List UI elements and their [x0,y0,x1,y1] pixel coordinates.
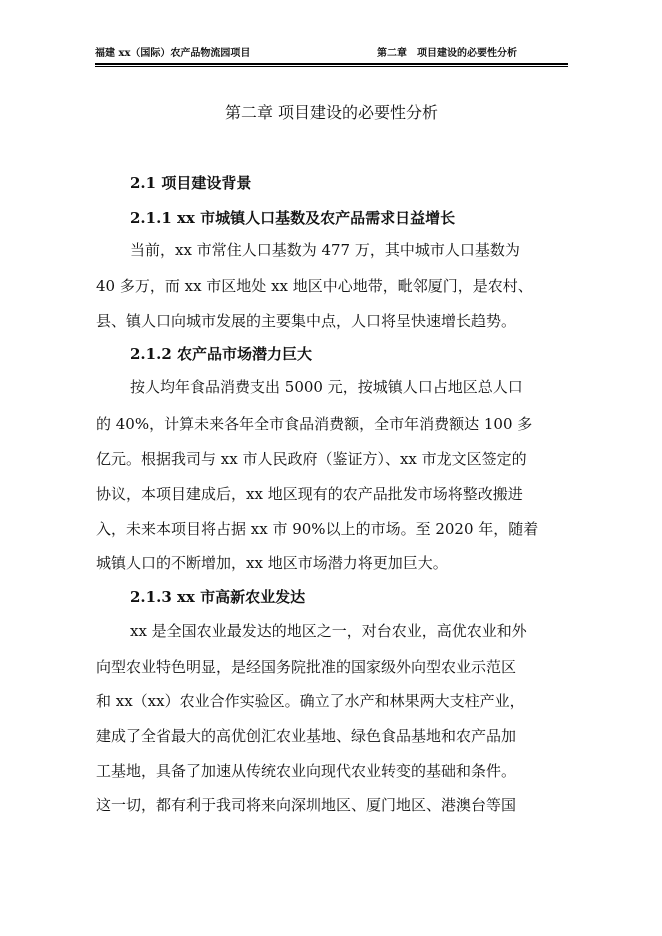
chapter-title: 第二章 项目建设的必要性分析 [224,103,439,122]
header-project-name: 福建 xx（国际）农产品物流园项目 [95,48,251,59]
section-heading-2-1-3: 2.1.3 xx 市高新农业发达 [130,588,306,606]
paragraph-line: 40 多万，而 xx 市区地处 xx 地区中心地带，毗邻厦门，是农村、 [96,277,533,295]
section-heading-2-1-1: 2.1.1 xx 市城镇人口基数及农产品需求日益增长 [130,209,456,227]
paragraph-line: 入，未来本项目将占据 xx 市 90%以上的市场。至 2020 年，随着 [96,520,539,538]
header-rule-thick [95,63,568,65]
paragraph-line: 和 xx（xx）农业合作实验区。确立了水产和林果两大支柱产业， [96,692,525,710]
paragraph-line: 协议，本项目建成后，xx 地区现有的农产品批发市场将整改搬进 [96,485,523,503]
header-rule-thin [95,66,568,67]
section-heading-2-1: 2.1 项目建设背景 [130,174,252,192]
header-chapter-name: 第二章 项目建设的必要性分析 [377,48,517,59]
paragraph-line: 的 40%，计算未来各年全市食品消费额，全市年消费额达 100 多 [96,415,533,433]
paragraph-line: 建成了全省最大的高优创汇农业基地、绿色食品基地和农产品加 [96,727,517,745]
paragraph-line: 当前，xx 市常住人口基数为 477 万，其中城市人口基数为 [130,241,520,259]
paragraph-line: 向型农业特色明显，是经国务院批准的国家级外向型农业示范区 [96,658,517,676]
running-header [95,46,568,62]
paragraph-line: 工基地，具备了加速从传统农业向现代农业转变的基础和条件。 [96,762,517,780]
paragraph-line: 按人均年食品消费支出 5000 元，按城镇人口占地区总人口 [130,378,523,396]
paragraph-line: 亿元。根据我司与 xx 市人民政府（鉴证方）、xx 市龙文区签定的 [96,450,527,468]
paragraph-line: 城镇人口的不断增加，xx 地区市场潜力将更加巨大。 [96,554,448,572]
section-heading-2-1-2: 2.1.2 农产品市场潜力巨大 [130,345,312,363]
paragraph-line: 县、镇人口向城市发展的主要集中点，人口将呈快速增长趋势。 [96,312,517,330]
paragraph-line: xx 是全国农业最发达的地区之一，对台农业，高优农业和外 [130,622,527,640]
paragraph-line: 这一切，都有利于我司将来向深圳地区、厦门地区、港澳台等国 [96,796,517,814]
